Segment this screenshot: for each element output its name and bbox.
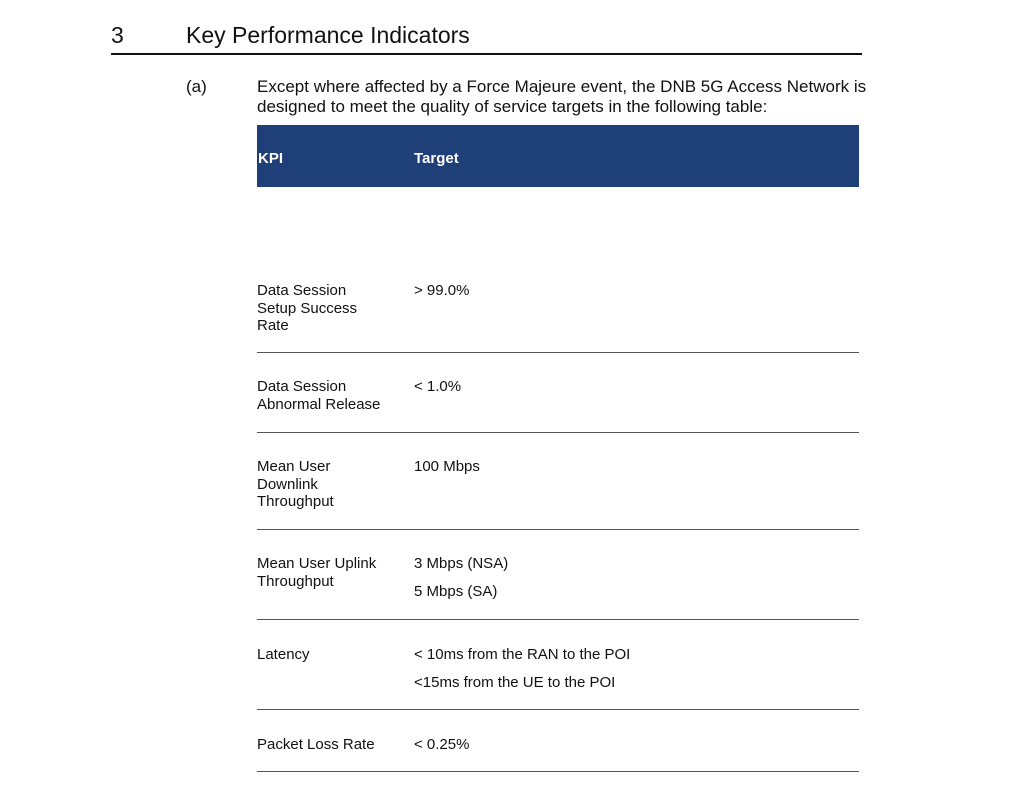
kpi-cell: Mean User Downlink Throughput: [257, 458, 334, 510]
row-divider: [257, 529, 859, 530]
header-target: Target: [414, 150, 459, 167]
target-line: 3 Mbps (NSA): [414, 555, 509, 572]
clause-label: (a): [186, 77, 207, 96]
target-cell: [414, 736, 859, 754]
target-cell: [414, 282, 859, 300]
section-number: 3: [111, 22, 124, 48]
kpi-cell: Packet Loss Rate: [257, 736, 375, 753]
target-line: < 10ms from the RAN to the POI: [414, 646, 631, 663]
clause-text: Except where affected by a Force Majeure event, the DNB 5G Access Network is designed to meet the quality of service targets in the following table:: [257, 77, 867, 116]
section-title: Key Performance Indicators: [186, 22, 470, 48]
row-divider: [257, 619, 859, 620]
target-cell: [414, 378, 859, 396]
target-line: > 99.0%: [414, 282, 470, 299]
target-line: < 0.25%: [414, 736, 470, 753]
target-cell: [414, 646, 859, 691]
kpi-cell: Data Session Setup Success Rate: [257, 282, 358, 334]
row-divider: [257, 709, 859, 710]
kpi-table-header: [257, 125, 859, 187]
header-kpi: KPI: [258, 150, 284, 167]
target-line: 100 Mbps: [414, 458, 480, 475]
kpi-cell: Latency: [257, 646, 310, 663]
row-divider: [257, 771, 859, 772]
heading-rule: [111, 53, 862, 55]
target-cell: [414, 458, 859, 476]
kpi-cell: Data Session Abnormal Release: [257, 378, 381, 413]
kpi-cell: Mean User Uplink Throughput: [257, 555, 377, 590]
target-line: <15ms from the UE to the POI: [414, 673, 616, 691]
target-line: < 1.0%: [414, 378, 462, 395]
target-cell: [414, 555, 859, 600]
row-divider: [257, 352, 859, 353]
target-line: 5 Mbps (SA): [414, 582, 498, 600]
row-divider: [257, 432, 859, 433]
